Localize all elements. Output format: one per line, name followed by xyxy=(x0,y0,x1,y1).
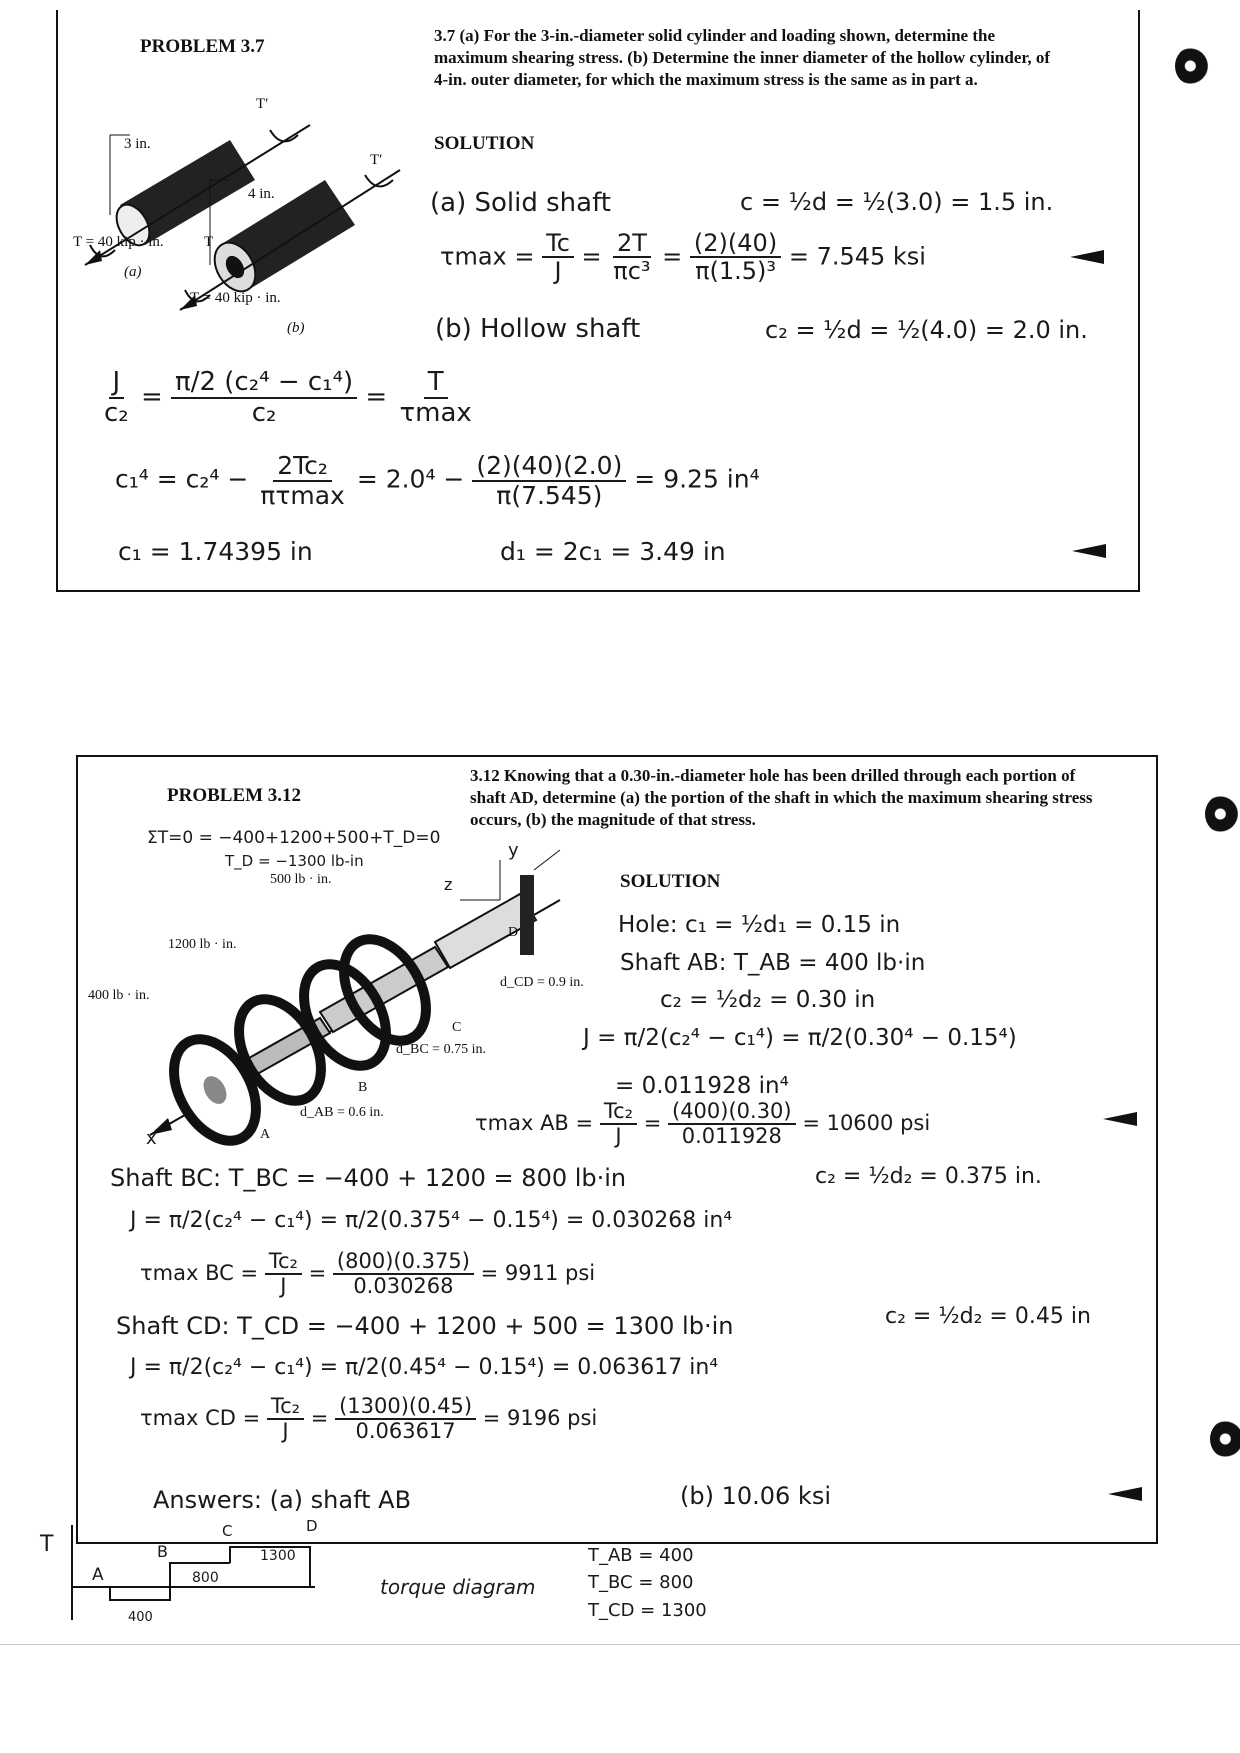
figure-caption: (b) xyxy=(287,320,305,336)
outer-radius-calc: c₂ = ½d = ½(4.0) = 2.0 in. xyxy=(765,316,1088,344)
fraction: $\frac{\text{Tc₂}}{J}$ xyxy=(600,1100,637,1148)
radius-calc: c = ½d = ½(3.0) = 1.5 in. xyxy=(740,188,1054,216)
point-label: B xyxy=(358,1080,368,1095)
page-divider xyxy=(0,1644,1240,1645)
tau-label: τmax = xyxy=(440,242,535,271)
statement-line: shaft AD, determine (a) the portion of the shaft in which the maximum shearing stress xyxy=(470,788,1093,807)
reaction-torque: T_D = −1300 lb-in xyxy=(225,852,364,870)
diagram-value: 1300 xyxy=(260,1548,296,1564)
hole-punch-icon xyxy=(1205,795,1239,833)
shaft-cd-torque: Shaft CD: T_CD = −400 + 1200 + 500 = 1300 lb·in xyxy=(116,1312,734,1340)
point-label: C xyxy=(452,1020,462,1035)
fraction: $\frac{(400)(0.30)}{0.011928}$ xyxy=(668,1100,796,1148)
diagram-torque-ab: T_AB = 400 xyxy=(588,1545,694,1566)
fraction: $\frac{(2)(40)}{\text{π(1.5)³}}$ xyxy=(690,230,781,285)
diameter-label: d_BC = 0.75 in. xyxy=(396,1042,486,1057)
inner-radius-equation: c₁⁴ = c₂⁴ − $\frac{\text{2Tc₂}}{\pi\tau\max}$ = 2.0⁴ − $\frac{(2)(40)(2.0)}{\pi(7.545)}$ = 9.25 in⁴ xyxy=(115,451,760,510)
torque-label: T = 40 kip · in. xyxy=(190,290,281,306)
solution-heading: SOLUTION xyxy=(434,133,535,154)
diagram-point-label: D xyxy=(306,1517,318,1535)
diagram-caption: torque diagram xyxy=(380,1575,536,1599)
diagram-torque-bc: T_BC = 800 xyxy=(588,1572,694,1593)
diameter-label: 3 in. xyxy=(124,136,151,152)
shaft-ab-torque: Shaft AB: T_AB = 400 lb·in xyxy=(620,950,926,976)
tau-max-formula: τmax = $\frac{Tc}{J}$ = $\frac{2T}{\text{πc³}}$ = $\frac{(2)(40)}{\text{π(1.5)³}}$ = 7.545 ksi xyxy=(440,229,926,286)
problem-3-7-statement xyxy=(434,25,1124,91)
diagram-value: 800 xyxy=(192,1570,219,1586)
answer-arrow-icon xyxy=(1103,1112,1137,1126)
shaft-bc-polar-moment: J = π/2(c₂⁴ − c₁⁴) = π/2(0.375⁴ − 0.15⁴) = 0.030268 in⁴ xyxy=(130,1208,733,1233)
tau-result: = 7.545 ksi xyxy=(788,242,926,271)
shaft-bc-stress: τmax BC = $\frac{\text{Tc₂}}{J}$ = $\frac{(800)(0.375)}{0.030268}$ = 9911 psi xyxy=(140,1249,596,1299)
statement-line: 3.12 Knowing that a 0.30-in.-diameter hole has been drilled through each portion of xyxy=(470,766,1076,785)
answer-arrow-icon xyxy=(1072,544,1106,558)
torque-label: T xyxy=(204,234,214,250)
fraction: $\frac{\text{Tc₂}}{J}$ xyxy=(265,1250,302,1298)
diagram-torque-cd: T_CD = 1300 xyxy=(588,1600,707,1621)
answer-arrow-icon xyxy=(1108,1487,1142,1501)
problem-3-12-title: PROBLEM 3.12 xyxy=(167,785,302,806)
shaft-ab-polar-moment-value: = 0.011928 in⁴ xyxy=(615,1073,789,1099)
fraction: $\frac{\text{2Tc₂}}{\pi\tau\max}$ xyxy=(260,451,345,510)
inner-diameter-value: d₁ = 2c₁ = 3.49 in xyxy=(500,537,726,566)
torque-label: T′ xyxy=(256,96,269,112)
torque-label: T = 40 kip · in. xyxy=(73,234,164,250)
diagram-point-label: B xyxy=(157,1542,168,1561)
fraction: $\frac{2T}{\text{πc³}}$ xyxy=(613,229,651,286)
figure-caption: (a) xyxy=(124,264,142,280)
hollow-shaft-label: (b) Hollow shaft xyxy=(435,314,641,344)
statement-line: 3.7 (a) For the 3-in.-diameter solid cylinder and loading shown, determine the xyxy=(434,26,995,45)
shaft-cd-stress: τmax CD = $\frac{\text{Tc₂}}{J}$ = $\frac{(1300)(0.45)}{0.063617}$ = 9196 psi xyxy=(140,1394,598,1444)
point-label: D xyxy=(508,925,519,940)
fraction: $\frac{Tc}{J}$ xyxy=(542,230,574,285)
point-label: A xyxy=(260,1127,271,1142)
diameter-label: d_CD = 0.9 in. xyxy=(500,975,584,990)
statement-line: 4-in. outer diameter, for which the maximum stress is the same as in part a. xyxy=(434,70,978,89)
torque-label: 1200 lb · in. xyxy=(168,937,237,952)
axis-label: y xyxy=(508,840,519,861)
fraction: $\frac{(2)(40)(2.0)}{\pi(7.545)}$ xyxy=(472,452,626,509)
fraction: $\frac{J}{\text{c₂}}$ xyxy=(104,367,129,428)
diagram-value: 400 xyxy=(128,1610,153,1625)
inner-radius-value: c₁ = 1.74395 in xyxy=(118,537,313,566)
torque-label: T′ xyxy=(370,152,383,168)
problem-3-7-title: PROBLEM 3.7 xyxy=(140,36,265,57)
shaft-ab-radius: c₂ = ½d₂ = 0.30 in xyxy=(660,987,876,1013)
torque-axis-label: T xyxy=(40,1532,54,1557)
fraction: $\frac{(1300)(0.45)}{0.063617}$ xyxy=(335,1395,476,1443)
answer-a: Answers: (a) shaft AB xyxy=(153,1486,412,1514)
fraction: $\frac{\text{π/2 (c₂⁴ − c₁⁴)}}{\text{c₂}}$ xyxy=(171,368,357,427)
problem-3-12-statement xyxy=(470,765,1150,831)
torque-diagram xyxy=(30,1525,330,1645)
shaft-bc-radius: c₂ = ½d₂ = 0.375 in. xyxy=(815,1164,1042,1189)
diagram-point-label: C xyxy=(222,1522,233,1540)
statement-line: maximum shearing stress. (b) Determine the inner diameter of the hollow cylinder, of xyxy=(434,48,1051,67)
hole-punch-icon xyxy=(1175,47,1209,85)
answer-arrow-icon xyxy=(1070,250,1104,264)
shaft-ab-stress: τmax AB = $\frac{\text{Tc₂}}{J}$ = $\frac{(400)(0.30)}{0.011928}$ = 10600 psi xyxy=(475,1099,931,1149)
shaft-bc-torque: Shaft BC: T_BC = −400 + 1200 = 800 lb·in xyxy=(110,1164,627,1192)
diagram-point-label: A xyxy=(92,1565,104,1585)
torque-label: 500 lb · in. xyxy=(270,872,332,887)
torque-label: 400 lb · in. xyxy=(88,988,150,1003)
torque-sum-equation: ΣT=0 = −400+1200+500+T_D=0 xyxy=(147,828,441,848)
shaft-cd-polar-moment: J = π/2(c₂⁴ − c₁⁴) = π/2(0.45⁴ − 0.15⁴) = 0.063617 in⁴ xyxy=(130,1355,719,1380)
solid-shaft-label: (a) Solid shaft xyxy=(430,188,611,218)
hole-radius: Hole: c₁ = ½d₁ = 0.15 in xyxy=(618,912,901,938)
answer-b: (b) 10.06 ksi xyxy=(680,1482,831,1510)
fraction: $\frac{(800)(0.375)}{0.030268}$ xyxy=(333,1250,474,1298)
shaft-ab-polar-moment: J = π/2(c₂⁴ − c₁⁴) = π/2(0.30⁴ − 0.15⁴) xyxy=(583,1025,1017,1051)
fraction: $\frac{T}{\tau\max}$ xyxy=(399,367,472,428)
diameter-label: d_AB = 0.6 in. xyxy=(300,1105,384,1120)
diameter-label: 4 in. xyxy=(248,186,275,202)
axis-label: z xyxy=(444,875,453,894)
statement-line: occurs, (b) the magnitude of that stress. xyxy=(470,810,756,829)
axis-label: x xyxy=(146,1128,157,1149)
shaft-cd-radius: c₂ = ½d₂ = 0.45 in xyxy=(885,1304,1091,1329)
fraction: $\frac{\text{Tc₂}}{J}$ xyxy=(267,1395,304,1443)
polar-moment-equation: $\frac{J}{\text{c₂}}$ = $\frac{\text{π/2 (c₂⁴ − c₁⁴)}}{\text{c₂}}$ = $\frac{T}{\tau\max}$ xyxy=(100,368,476,427)
solution-heading: SOLUTION xyxy=(620,871,721,892)
hole-punch-icon xyxy=(1210,1420,1240,1458)
